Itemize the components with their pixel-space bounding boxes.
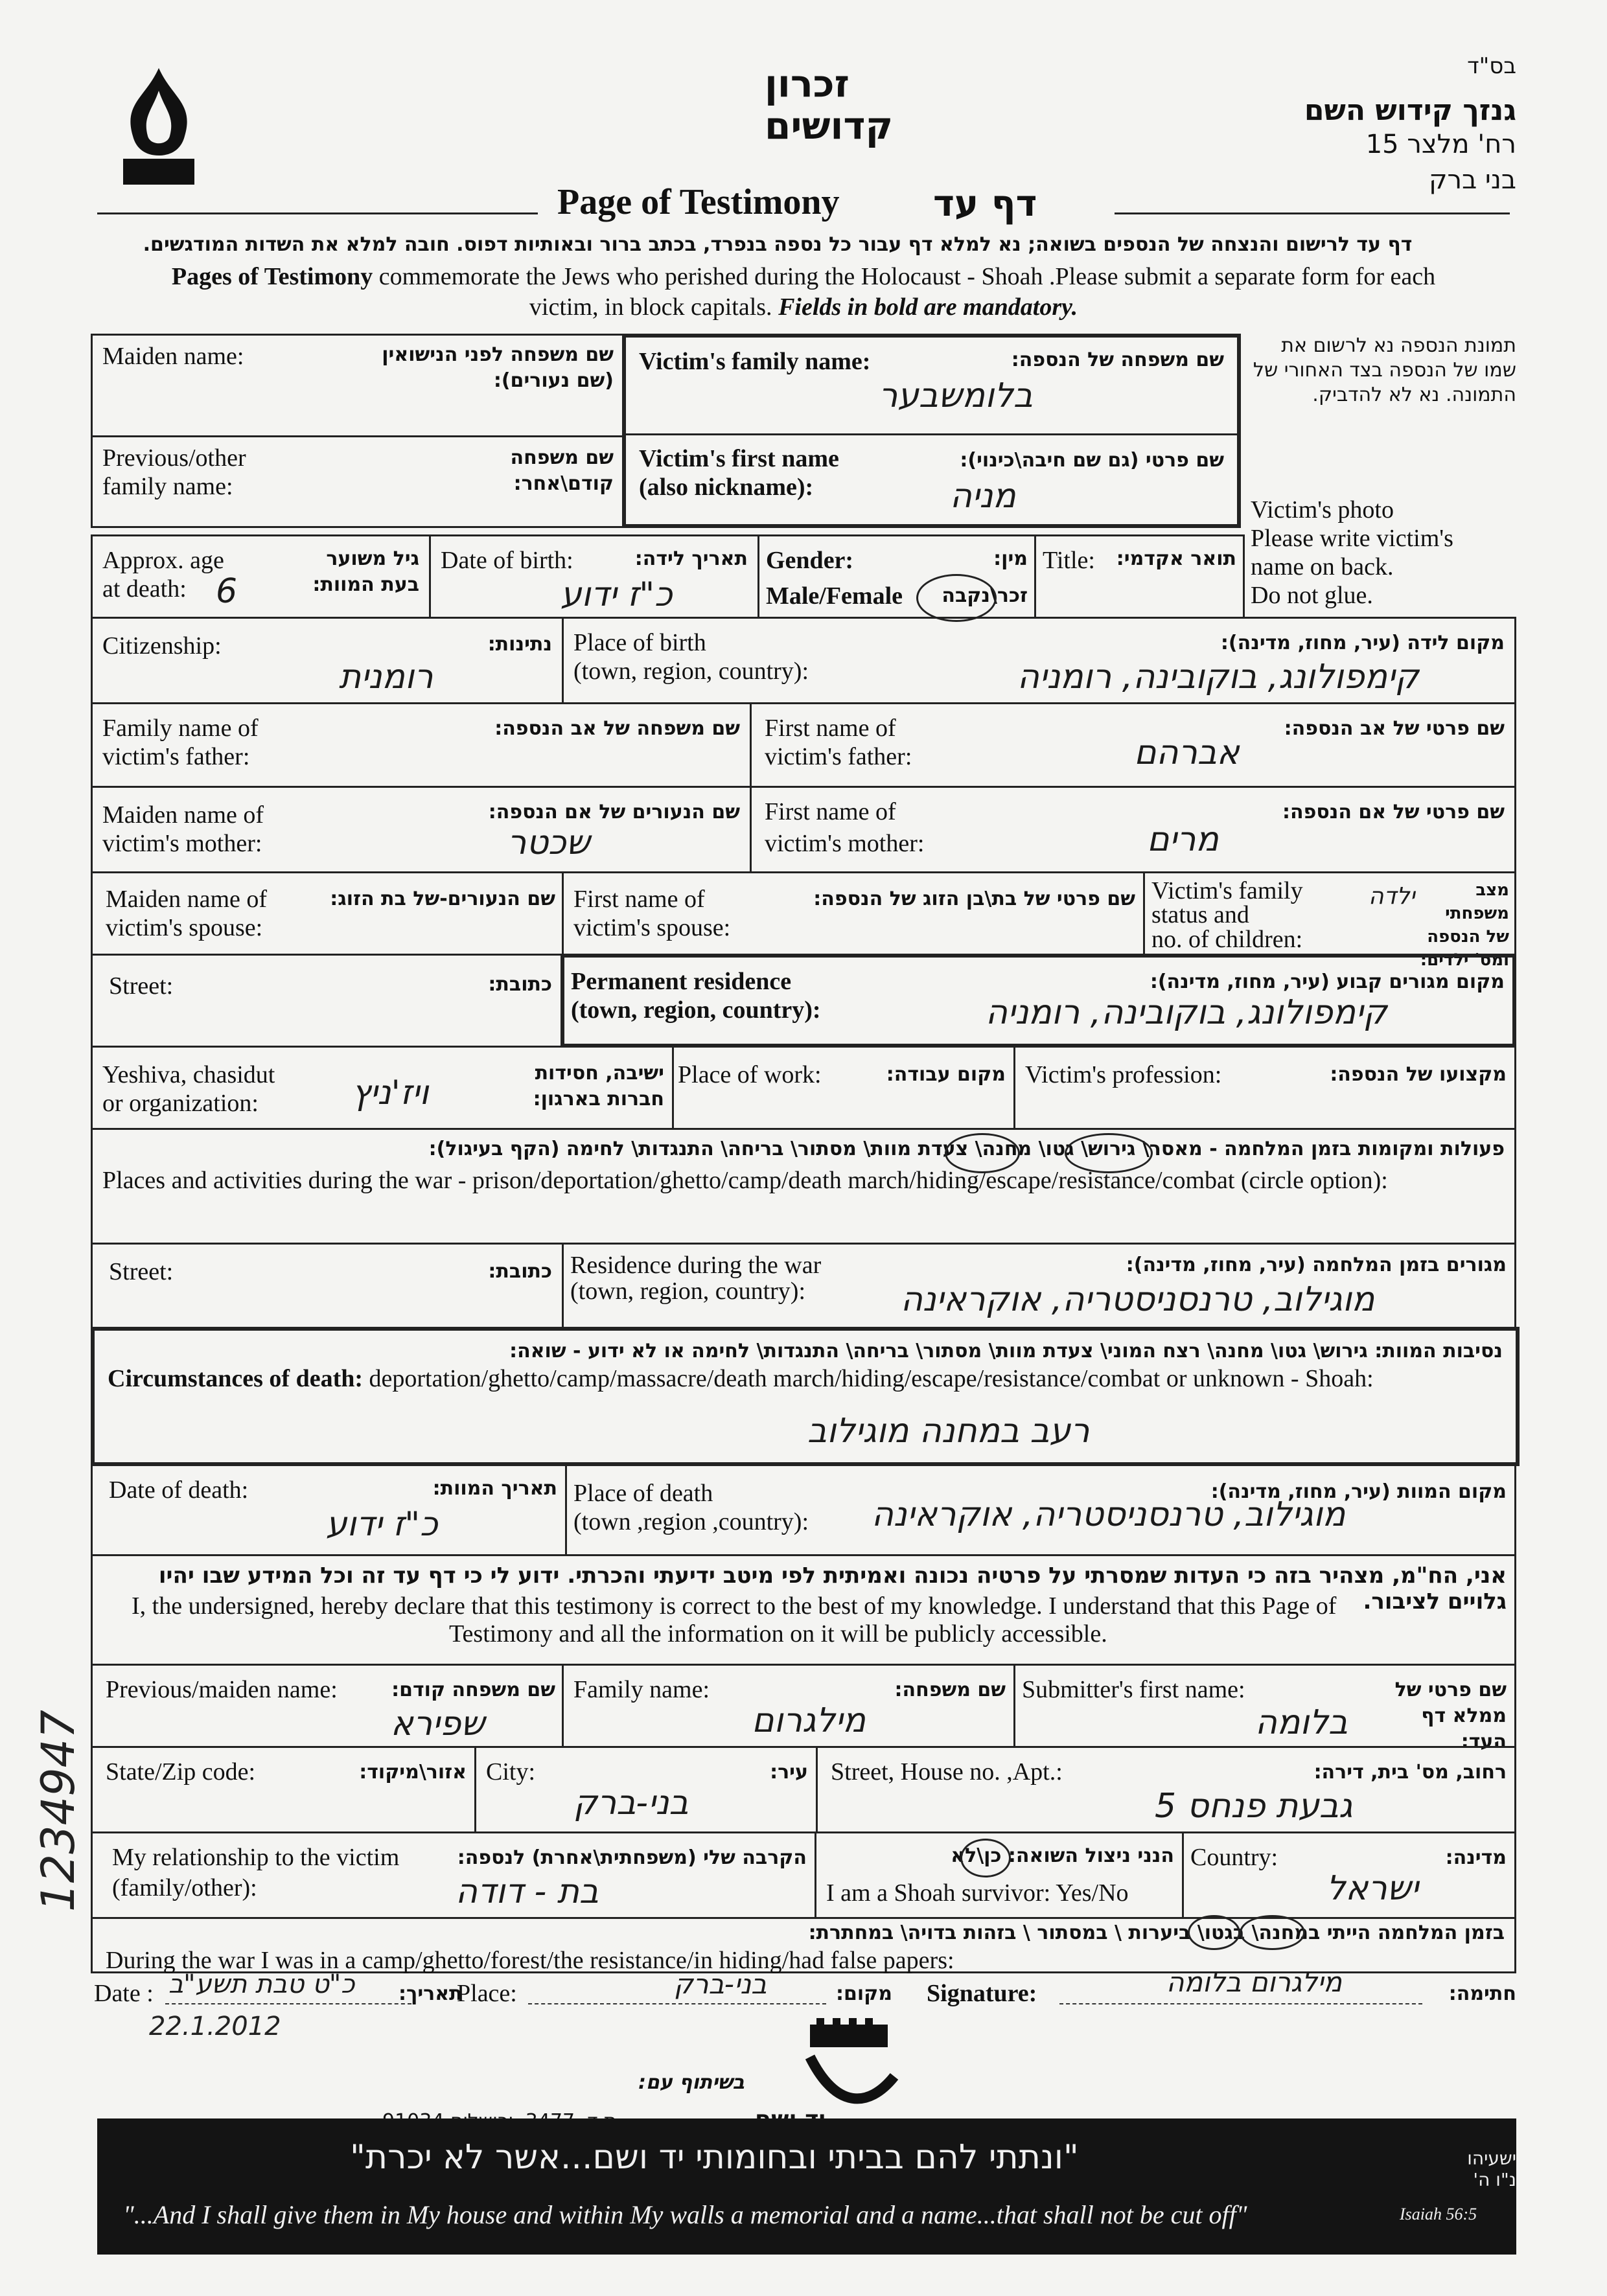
victim-first-name-label-1: Victim's first name [639, 445, 839, 472]
survivor-field[interactable] [815, 1831, 1184, 1919]
quote-he: "ונתתי להם בביתי ובחומותי יד ושם...אשר לא יכרת" [350, 2138, 1079, 2177]
family-status-value: ילדה [1369, 883, 1415, 910]
circumstances-label-bold: Circumstances of death: [108, 1365, 364, 1392]
survivor-label-he: הנני ניצול השואה: כן\לא [951, 1844, 1174, 1867]
pob-label-he: מקום לידה (עיר, מחוז, מדינה): [1220, 632, 1505, 654]
yeshiva-field[interactable] [91, 1046, 674, 1130]
place-underline [528, 2003, 826, 2004]
age-label-2: at death: [102, 575, 187, 603]
title-field[interactable] [1034, 534, 1245, 619]
pod-label-2: (town ,region ,country): [573, 1508, 809, 1535]
age-at-death-field[interactable] [91, 534, 431, 619]
victim-family-name-label-he: שם משפחה של הנספה: [1011, 349, 1224, 371]
war-res-label-1: Residence during the war [570, 1252, 822, 1279]
quote-en: "...And I shall give them in My house and within My walls a memorial and a name...that shall not be cut off" [123, 2200, 1247, 2229]
spouse-maiden-label-1: Maiden name of [106, 886, 268, 913]
header-rule-left [97, 212, 538, 214]
org-line-4: בני ברק [1429, 165, 1516, 195]
war-street-label-he: כתובת: [488, 1260, 552, 1283]
previous-name-label-2: family name: [102, 473, 233, 500]
family-status-field[interactable] [1143, 871, 1516, 970]
date-of-birth-field[interactable] [429, 534, 759, 619]
maiden-name-label-he: שם משפחה לפני הנישואין (שם נעורים): [382, 343, 614, 392]
photo-label-2: Please write victim's [1251, 525, 1453, 552]
mother-maiden-field[interactable] [91, 786, 752, 873]
logo [110, 65, 207, 188]
father-first-label-he: שם פרטי של אב הנספה: [1284, 717, 1505, 740]
submitter-street-field[interactable] [816, 1746, 1516, 1833]
survivor-no-circle [960, 1839, 1011, 1877]
dob-value: כ"ז ידוע [561, 575, 673, 614]
gender-circle-mark [916, 574, 997, 622]
maiden-name-label: Maiden name: [102, 343, 244, 370]
age-label-he: גיל משוער בעת המוות: [312, 547, 419, 596]
date-value: כ"ט טבת תשע"ב [168, 1969, 355, 1999]
place-of-work-label-he: מקום עבודה: [886, 1063, 1006, 1086]
activities-circle-camp [945, 1133, 1020, 1173]
country-field[interactable] [1182, 1831, 1516, 1919]
intro-en-text-2: victim, in block capitals. [529, 293, 779, 321]
victim-family-name-label: Victim's family name: [639, 348, 871, 375]
spouse-first-label-1: First name of [573, 886, 705, 913]
signature-label-he: חתימה: [1448, 1982, 1516, 2005]
victim-family-name-field[interactable] [622, 334, 1241, 528]
partner-label: בשיתוף עם: [638, 2071, 745, 2094]
org-line-1: בס"ד [1467, 53, 1516, 79]
submitter-first-label: Submitter's first name: [1022, 1676, 1245, 1703]
yeshiva-label-he: ישיבה, חסידות חברות בארגון: [533, 1062, 664, 1110]
dob-label-he: תאריך לידה: [634, 547, 748, 570]
place-label-he: מקום: [836, 1982, 892, 2005]
pod-label-1: Place of death [573, 1480, 713, 1507]
profession-label-he: מקצועו של הנספה: [1330, 1063, 1507, 1086]
gender-label-2: Male/Female [766, 582, 903, 610]
divider [626, 433, 1237, 435]
pob-value: קימפולונג, בוקובינה, רומניה [1017, 658, 1419, 696]
dod-value: כ"ז ידוע [326, 1505, 438, 1544]
city-label: City: [486, 1758, 536, 1785]
circumstances-field[interactable] [91, 1327, 1520, 1466]
spouse-first-field[interactable] [562, 871, 1145, 956]
quote-he-source: ישעיהו נ"ו ה' [1467, 2148, 1516, 2190]
date-label: Date : [94, 1980, 154, 2007]
circumstances-value: רעב במחנה מוגילוב [807, 1412, 1090, 1451]
profession-label: Victim's profession: [1025, 1061, 1222, 1088]
victim-family-name-value: בלומשבער [879, 376, 1033, 415]
country-label: Country: [1190, 1844, 1278, 1871]
previous-name-label-he: שם משפחה קודם\אחר: [510, 446, 614, 495]
mother-maiden-value: שכטר [507, 823, 590, 862]
submitter-prev-name-field[interactable] [91, 1664, 564, 1748]
city-value: בני-ברק [573, 1784, 689, 1822]
place-of-work-field[interactable] [672, 1046, 1015, 1130]
page-title-en: Page of Testimony [557, 182, 840, 222]
dod-label: Date of death: [109, 1476, 249, 1504]
relationship-value: בת - דודה [456, 1872, 599, 1911]
citizenship-label-he: נתינות: [487, 633, 552, 656]
submitter-first-value: בלומה [1255, 1703, 1348, 1742]
activities-label-he: פעולות ומקומות בזמן המלחמה - מאסר\ גירוש\ גטו\ מחנה\ צעדת מוות\ מסתור\ בריחה\ התנגדות\ לחימה (הקף בעיגול): [428, 1138, 1505, 1160]
declaration-en-1: I, the undersigned, hereby declare that this testimony is correct to the best of my knowledge. I understand that this Page of [132, 1592, 1337, 1620]
during-war-label-en: During the war I was in a camp/ghetto/forest/the resistance/in hiding/had false papers: [106, 1947, 954, 1974]
spouse-maiden-label-2: victim's spouse: [106, 914, 263, 941]
war-street-label: Street: [109, 1258, 174, 1285]
mother-maiden-label-he: שם הנעורים של אם הנספה: [488, 801, 740, 823]
family-status-label-he: מצב משפחתי של הנספה ומס' ילדים: [1420, 880, 1509, 970]
gender-label-he-2: זכר\נקבה [942, 584, 1028, 607]
dob-label: Date of birth: [441, 547, 573, 574]
zip-field[interactable] [91, 1746, 476, 1833]
submitter-family-value: מילגרום [752, 1701, 866, 1740]
title-label-he: תואר אקדמי: [1116, 547, 1236, 570]
submitter-street-label-he: רחוב, מס' בית, דירה: [1313, 1761, 1507, 1784]
father-first-value: אברהם [1134, 733, 1240, 772]
age-label-1: Approx. age [102, 547, 224, 574]
date-underline [165, 2003, 411, 2004]
flame-logo-icon [110, 65, 207, 188]
father-family-field[interactable] [91, 702, 752, 788]
side-number: 1234947 [32, 1710, 85, 1912]
date-of-death-field[interactable] [91, 1464, 567, 1556]
spouse-maiden-label-he: שם הנעורים-של בת הזוג: [330, 888, 555, 910]
intro-en-text-1: commemorate the Jews who perished during the Holocaust - Shoah .Please submit a separate form for each [373, 263, 1436, 290]
intro-en-mandatory: Fields in bold are mandatory. [778, 293, 1078, 321]
place-of-death-field[interactable] [565, 1464, 1516, 1556]
submitter-street-value: גבעת פנחס 5 [1155, 1787, 1353, 1826]
mother-first-value: מרים [1147, 820, 1219, 859]
mother-first-label-2: victim's mother: [765, 830, 925, 857]
relationship-label-2: (family/other): [112, 1874, 257, 1901]
pob-label-1: Place of birth [573, 629, 706, 656]
intro-en-bold: Pages of Testimony [171, 263, 373, 290]
mother-maiden-label-2: victim's mother: [102, 830, 262, 857]
declaration [91, 1554, 1516, 1666]
place-of-work-label: Place of work: [678, 1061, 822, 1088]
zip-label: State/Zip code: [106, 1758, 256, 1785]
declaration-he: אני, הח"מ, מצהיר בזה כי העדות שמסרתי על פרטיה נכונה ואמיתית לפי מיטב ידיעתי והכרתי. ידוע לי כי דף עד זה וכל המידע שבו יהיו גלויים לציבור. [158, 1563, 1507, 1614]
victim-first-name-value: מניה [950, 477, 1016, 516]
perm-res-label-1: Permanent residence [571, 968, 792, 995]
quote-banner [97, 2118, 1516, 2255]
country-value: ישראל [1326, 1869, 1419, 1908]
previous-name-label-1: Previous/other [102, 444, 246, 472]
spouse-first-label-2: victim's spouse: [573, 914, 731, 941]
citizenship-label: Citizenship: [102, 632, 222, 660]
war-res-label-2: (town, region, country): [570, 1278, 806, 1305]
during-war-circle-camp [1240, 1915, 1305, 1950]
pob-label-2: (town, region, country): [573, 658, 809, 685]
activities-circle-deportation [1065, 1133, 1153, 1173]
org-line-3: רח' מלצר 15 [1365, 130, 1516, 159]
submitter-first-label-he: שם פרטי של ממלא דף העד: [1394, 1679, 1507, 1753]
gender-label-he-1: מין: [993, 547, 1028, 570]
date-value-2: 22.1.2012 [149, 2012, 281, 2041]
dod-label-he: תאריך המוות: [432, 1477, 557, 1500]
profession-field[interactable] [1013, 1046, 1516, 1130]
declaration-en-2: Testimony and all the information on it will be publicly accessible. [449, 1620, 1107, 1647]
family-status-label-3: no. of children: [1151, 926, 1303, 953]
intro-en-1 [97, 262, 1510, 291]
mother-first-field[interactable] [750, 786, 1516, 873]
father-first-field[interactable] [750, 702, 1516, 788]
relationship-field[interactable] [91, 1831, 816, 1919]
pod-value: מוגילוב, טרנסניסטריה, אוקראינה [872, 1495, 1346, 1534]
submitter-street-label: Street, House no. ,Apt.: [831, 1758, 1063, 1785]
header-title-he-2: קדושים [765, 104, 894, 148]
mother-first-label-1: First name of [765, 798, 896, 825]
family-status-label-2: status and [1151, 901, 1249, 928]
submitter-prev-value: שפירא [391, 1705, 485, 1743]
photo-label-4: Do not glue. [1251, 582, 1373, 609]
city-field[interactable] [474, 1746, 818, 1833]
zip-label-he: אזור\מיקוד: [359, 1761, 467, 1784]
perm-res-label-he: מקום מגורים קבוע (עיר, מחוז, מדינה): [1150, 970, 1505, 993]
circumstances-label-en [108, 1364, 1374, 1393]
spouse-maiden-field[interactable] [91, 871, 564, 956]
intro-he: דף עד לרישום והנצחה של הנספים בשואה; נא למלא דף עבור כל נספה בנפרד, בכתב ברור ובאותיות דפוס. חובה למלא את השדות המודגשים. [143, 233, 1413, 256]
title-label: Title: [1043, 547, 1095, 574]
place-of-birth-field[interactable] [562, 617, 1516, 704]
signature-underline [1059, 2003, 1422, 2004]
submitter-family-label: Family name: [573, 1676, 710, 1703]
gender-label-1: Gender: [766, 547, 854, 574]
photo-area [1244, 334, 1516, 612]
submitter-prev-label: Previous/maiden name: [106, 1676, 338, 1703]
menorah-icon [797, 2018, 901, 2115]
during-war-field[interactable] [91, 1917, 1516, 1973]
org-line-2: גנזך קידוש השם [1304, 94, 1516, 127]
war-residence-field[interactable] [562, 1243, 1516, 1330]
relationship-label-he: הקרבה שלי (משפחתית\אחרת) לנספה: [457, 1846, 807, 1869]
previous-name-field[interactable] [91, 435, 625, 528]
war-street-field[interactable] [91, 1243, 564, 1330]
relationship-label-1: My relationship to the victim [112, 1844, 400, 1871]
victim-first-name-label-he: שם פרטי (גם שם חיבה\כינוי): [960, 449, 1224, 472]
father-first-label-1: First name of [765, 715, 896, 742]
permanent-residence-field[interactable] [561, 954, 1516, 1048]
mother-first-label-he: שם פרטי של אם הנספה: [1282, 801, 1505, 823]
citizenship-field[interactable] [91, 617, 564, 704]
circumstances-label-he: נסיבות המוות: גירוש\ גטו\ מחנה\ רצח המוני\ צעדת מוות\ מסתור\ בריחה\ התנגדות\ לחימה או לא ידוע - שואה: [509, 1340, 1503, 1362]
during-war-label-he: בזמן המלחמה הייתי במחנה\ בגטו\ ביערות \ במסתור \ בזהות בדויה\ במחתרת: [808, 1922, 1505, 1944]
country-label-he: מדינה: [1445, 1846, 1507, 1869]
photo-instructions-he: תמונת הנספה נא לרשום את שמו של הנספה בצד האחורי של התמונה. נא לא להדביק. [1253, 334, 1516, 406]
street-label-he: כתובת: [488, 973, 552, 996]
yeshiva-label-2: or organization: [102, 1090, 259, 1117]
perm-res-label-2: (town, region, country): [571, 996, 821, 1024]
yeshiva-value: ויז'ניץ [352, 1073, 429, 1112]
during-war-circle-ghetto [1188, 1915, 1240, 1950]
gender-field[interactable] [757, 534, 1036, 619]
quote-en-source: Isaiah 56:5 [1400, 2205, 1477, 2223]
date-label-he: תאריך: [399, 1982, 463, 2005]
war-res-value: מוגילוב, טרנסניסטריה, אוקראינה [901, 1280, 1375, 1319]
photo-label-3: name on back. [1251, 553, 1394, 580]
age-value: 6 [216, 572, 238, 611]
survivor-label-en: I am a Shoah survivor: Yes/No [826, 1879, 1129, 1907]
place-label: Place: [457, 1980, 517, 2007]
family-status-label-1: Victim's family [1151, 877, 1303, 904]
victim-first-name-label-2: (also nickname): [639, 474, 814, 501]
citizenship-value: רומנית [339, 658, 434, 696]
father-family-label-he: שם משפחה של אב הנספה: [494, 717, 740, 740]
war-res-label-he: מגורים בזמן המלחמה (עיר, מחוז, מדינה): [1126, 1254, 1507, 1276]
signature-label: Signature: [927, 1980, 1037, 2007]
intro-en-2 [97, 293, 1510, 321]
place-value: בני-ברק [674, 1968, 767, 2000]
maiden-name-field[interactable] [91, 334, 625, 437]
photo-label-1: Victim's photo [1251, 496, 1394, 523]
submitter-family-label-he: שם משפחה: [894, 1679, 1006, 1701]
mother-maiden-label-1: Maiden name of [102, 801, 264, 829]
yad-vashem-logo [797, 2018, 901, 2115]
submitter-first-name-field[interactable] [1013, 1664, 1516, 1753]
city-label-he: עיר: [770, 1761, 808, 1784]
header-rule-right [1115, 212, 1510, 214]
spouse-first-label-he: שם פרטי של בת\בן הזוג של הנספה: [813, 888, 1135, 910]
signature-value: מילגרום בלומה [1166, 1966, 1343, 1998]
pod-label-he: מקום המוות (עיר, מחוז, מדינה): [1210, 1480, 1507, 1503]
header-title-he-1: זכרון [765, 62, 850, 106]
activities-label-en: Places and activities during the war - prison/deportation/ghetto/camp/death march/hiding/escape/resistance/combat (circle option): [102, 1167, 1388, 1194]
father-family-label-1: Family name of [102, 715, 259, 742]
father-first-label-2: victim's father: [765, 743, 912, 770]
circumstances-label-text: deportation/ghetto/camp/massacre/death march/hiding/escape/resistance/combat or unknown - Shoah: [363, 1365, 1374, 1392]
submitter-prev-label-he: שם משפחה קודם: [391, 1679, 555, 1701]
father-family-label-2: victim's father: [102, 743, 250, 770]
activities-field[interactable] [91, 1128, 1516, 1245]
page-title-he: דף עד [933, 183, 1037, 225]
submitter-family-name-field[interactable] [562, 1664, 1015, 1748]
perm-res-value: קימפולונג, בוקובינה, רומניה [986, 993, 1387, 1032]
yeshiva-label-1: Yeshiva, chasidut [102, 1061, 275, 1088]
street-label: Street: [109, 972, 174, 1000]
street-field[interactable] [91, 954, 564, 1048]
